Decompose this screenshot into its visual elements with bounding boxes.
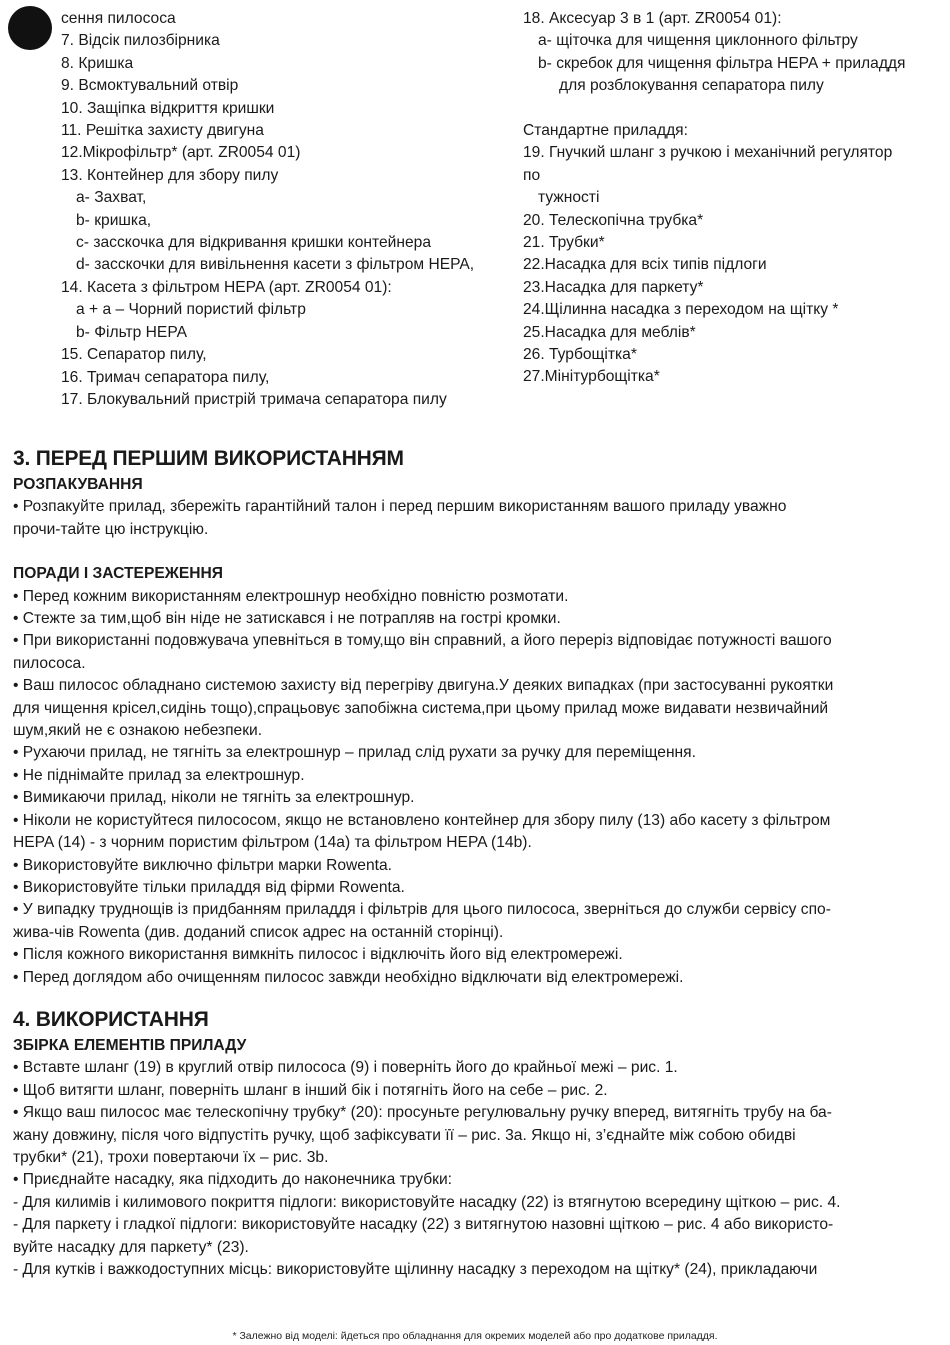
text-line: • Використовуйте тільки приладдя від фірми Rowenta. <box>13 878 405 896</box>
text-line: - Для паркету і гладкої підлоги: використовуйте насадку (22) з витягнутою назовні щіткою – рис. 4 або використо- <box>13 1216 834 1234</box>
text-line: • Приєднайте насадку, яка підходить до наконечника трубки: <box>13 1171 452 1189</box>
footnote: * Залежно від моделі: йдеться про обладнання для окремих моделей або про додаткове приладдя. <box>232 1330 718 1342</box>
list-item: 12.Мікрофільтр* (арт. ZR0054 01) <box>61 144 301 162</box>
list-item: 25.Насадка для меблів* <box>523 323 696 341</box>
text-line: • Перед доглядом або очищенням пилосос завжди необхідно відключати від електромережі. <box>13 968 684 986</box>
parts-list-left <box>61 8 511 411</box>
text-line: - Для килимів і килимового покриття підлоги: використовуйте насадку (22) із втягнутою всередину щіткою – рис. 4. <box>13 1193 841 1211</box>
list-item: 27.Мінітурбощітка* <box>523 368 660 386</box>
section-3-title: 3. ПЕРЕД ПЕРШИМ ВИКОРИСТАННЯМ <box>13 447 404 470</box>
list-item: 10. Защіпка відкриття кришки <box>61 99 275 117</box>
list-item: 26. Турбощітка* <box>523 346 637 364</box>
text-line: • У випадку труднощів із придбанням приладдя і фільтрів для цього пилососа, зверніться до служби сервісу спо- <box>13 901 831 919</box>
text-line: - Для кутків і важкодоступних місць: використовуйте щілинну насадку з переходом на щітку* (24), прикладаючи <box>13 1261 818 1278</box>
page-corner-marker <box>8 6 52 50</box>
text-line: • Розпакуйте прилад, збережіть гарантійний талон і перед першим використанням вашого приладу уважно <box>13 498 787 516</box>
list-item: b- кришка, <box>76 211 152 229</box>
text-line: • Вставте шланг (19) в круглий отвір пилососа (9) і поверніть його до крайньої межі – рис. 1. <box>13 1059 678 1077</box>
text-line: вуйте насадку для паркету* (23). <box>13 1238 249 1256</box>
text-line: трубки* (21), трохи повертаючи їх – рис. 3b. <box>13 1148 329 1166</box>
list-item: 20. Телескопічна трубка* <box>523 211 704 229</box>
list-item: 16. Тримач сепаратора пилу, <box>61 368 270 386</box>
list-item: d- засскочки для вивільнення касети з фільтром HEPA, <box>76 256 475 274</box>
text-line: • Ніколи не користуйтеся пилососом, якщо не встановлено контейнер для збору пилу (13) або касету з фільтром <box>13 811 831 829</box>
list-item: сення пилососа <box>61 10 176 27</box>
list-item: 24.Щілинна насадка з переходом на щітку * <box>523 301 839 319</box>
list-item: c- засскочка для відкривання кришки контейнера <box>76 234 432 252</box>
list-item: b- скребок для чищення фільтра HEPA + приладдя <box>538 54 906 72</box>
list-item: 19. Гнучкий шланг з ручкою і механічний регулятор <box>523 144 893 162</box>
text-line: • Рухаючи прилад, не тягніть за електрошнур – прилад слід рухати за ручку для переміщення. <box>13 744 696 762</box>
text-line: HEPA (14) - з чорним пористим фільтром (14a) та фільтром HEPA (14b). <box>13 834 532 852</box>
text-line: • Після кожного використання вимкніть пилосос і відключіть його від електромережі. <box>13 946 623 964</box>
text-line: • Не піднімайте прилад за електрошнур. <box>13 766 305 784</box>
unpacking-text <box>13 496 938 541</box>
text-line: прочи-тайте цю інструкцію. <box>13 520 209 538</box>
list-item: Стандартне приладдя: <box>523 122 688 140</box>
list-item: 17. Блокувальний пристрій тримача сепаратора пилу <box>61 390 447 408</box>
list-item: 21. Трубки* <box>523 234 605 252</box>
section-4-title: 4. ВИКОРИСТАННЯ <box>13 1007 209 1031</box>
list-item: a- Захват, <box>76 189 147 207</box>
tips-text <box>13 586 938 989</box>
text-line: • При використанні подовжувача упевніться в тому,що він справний, а його переріз відповідає потужності вашого <box>13 632 832 650</box>
unpacking-heading: РОЗПАКУВАННЯ <box>13 476 143 493</box>
list-item: тужності <box>538 189 600 207</box>
list-item: 15. Сепаратор пилу, <box>61 346 207 364</box>
text-line: • Перед кожним використанням електрошнур необхідно повністю розмотати. <box>13 587 569 605</box>
list-item: a- щіточка для чищення циклонного фільтру <box>538 32 858 50</box>
text-line: • Ваш пилосос обладнано системою захисту від перегріву двигуна.У деяких випадках (при застосуванні рукоятки <box>13 677 834 695</box>
text-line: шум,який не є ознакою небезпеки. <box>13 722 263 740</box>
text-line: для чищення крісел,сидінь тощо),спрацьовує запобіжна система,при цьому прилад може видавати незвичайний <box>13 699 829 717</box>
text-line: • Щоб витягти шланг, поверніть шланг в інший бік і потягніть його на себе – рис. 2. <box>13 1081 608 1099</box>
text-line: • Використовуйте виключно фільтри марки Rowenta. <box>13 856 392 874</box>
text-line: жива-чів Rowenta (див. доданий список адрес на останній сторінці). <box>13 923 504 941</box>
text-line: жану довжину, після чого відпустіть ручку, щоб зафіксувати її – рис. 3a. Якщо ні, з’єднайте між собою обидві <box>13 1126 796 1144</box>
list-item: 13. Контейнер для збору пилу <box>61 166 279 184</box>
tips-heading: ПОРАДИ І ЗАСТЕРЕЖЕННЯ <box>13 565 223 583</box>
list-item: 11. Решітка захисту двигуна <box>61 122 264 140</box>
list-item: 22.Насадка для всіх типів підлоги <box>523 256 767 274</box>
list-item: b- Фільтр HEPA <box>76 323 187 341</box>
list-item: 23.Насадка для паркету* <box>523 278 704 296</box>
assembly-text <box>13 1057 938 1281</box>
list-item: 14. Касета з фільтром HEPA (арт. ZR0054 01): <box>61 278 392 296</box>
parts-list-right <box>523 8 948 389</box>
list-item: 7. Відсік пилозбірника <box>61 32 220 50</box>
list-item: 8. Кришка <box>61 54 134 72</box>
list-item: по <box>523 166 541 184</box>
text-line: • Вимикаючи прилад, ніколи не тягніть за електрошнур. <box>13 789 415 807</box>
text-line: пилососа. <box>13 654 86 672</box>
list-item: для розблокування сепаратора пилу <box>559 77 824 95</box>
assembly-heading: ЗБІРКА ЕЛЕМЕНТІВ ПРИЛАДУ <box>13 1036 247 1054</box>
list-item: 9. Всмоктувальний отвір <box>61 77 239 95</box>
list-item: a + a – Чорний пористий фільтр <box>76 301 306 319</box>
text-line: • Стежте за тим,щоб він ніде не затискався і не потрапляв на гострі кромки. <box>13 610 561 628</box>
list-item: 18. Аксесуар 3 в 1 (арт. ZR0054 01): <box>523 10 782 27</box>
main-content <box>13 444 938 1281</box>
list-item <box>523 98 948 120</box>
text-line: • Якщо ваш пилосос має телескопічну трубку* (20): просуньте регулювальну ручку вперед, витягніть трубу на ба- <box>13 1104 832 1122</box>
